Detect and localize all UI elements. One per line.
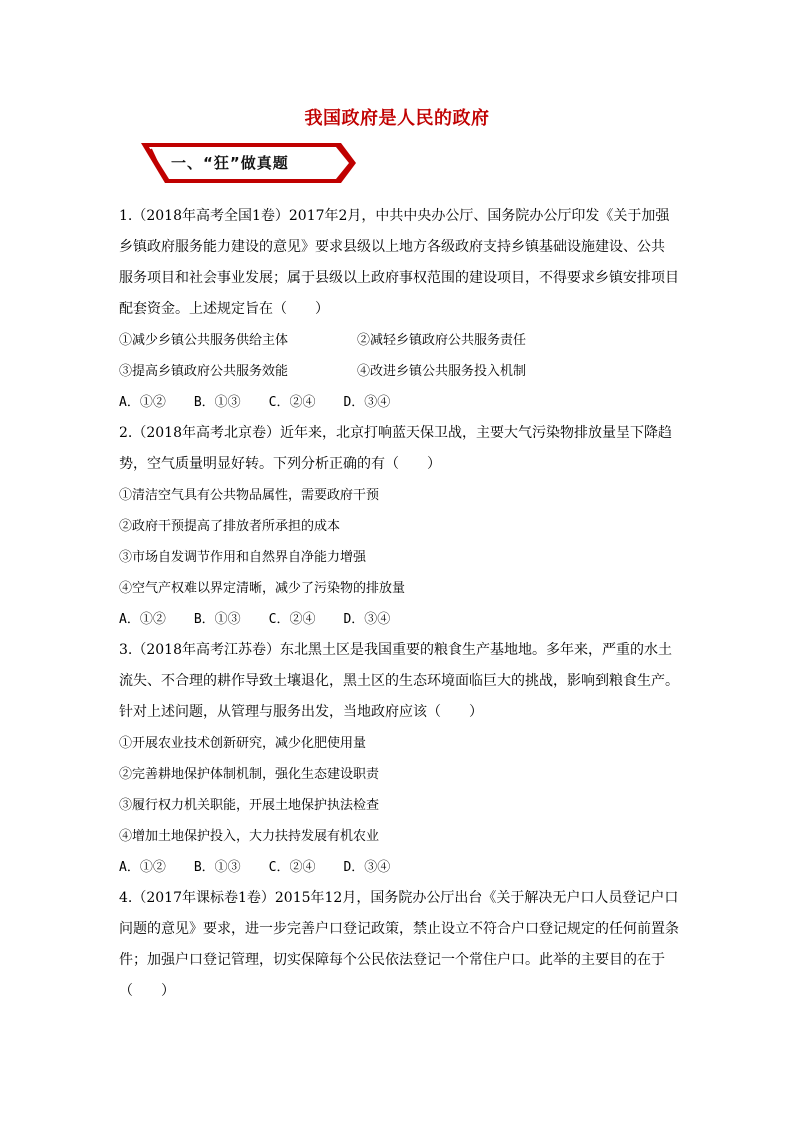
answer-choice: C．②④: [268, 395, 316, 410]
question-2: [119, 418, 684, 635]
option-item: ④改进乡镇公共服务投入机制: [357, 364, 527, 379]
question-1-line: 1.（2018年高考全国1卷）2017年2月，中共中央办公厅、国务院办公厅印发《关于加强: [119, 208, 670, 224]
question-4-line: （ ）: [119, 983, 175, 999]
question-1-line: 服务项目和社会事业发展；属于县级以上政府事权范围的建设项目，不得要求乡镇安排项目: [119, 270, 679, 286]
answer-choice: D．③④: [343, 395, 391, 410]
answer-choice: D．③④: [343, 612, 391, 627]
option-item: ①清洁空气具有公共物品属性，需要政府干预: [119, 488, 380, 503]
option-item: ①开展农业技术创新研究，减少化肥使用量: [119, 736, 367, 751]
section-banner: [141, 141, 356, 185]
option-item: ②减轻乡镇政府公共服务责任: [357, 333, 527, 348]
question-3-line: 针对上述问题，从管理与服务出发，当地政府应该（ ）: [119, 704, 483, 720]
answer-choice: C．②④: [268, 860, 316, 875]
answer-choices: [119, 604, 684, 635]
section-banner-label: 一、“狂”做真题: [171, 154, 289, 172]
question-2-line: 2.（2018年高考北京卷）近年来，北京打响蓝天保卫战，主要大气污染物排放量呈下降趋: [119, 425, 672, 441]
option-item: ③履行权力机关职能，开展土地保护执法检查: [119, 798, 380, 813]
answer-choice: C．②④: [268, 612, 316, 627]
answer-choice: A．①②: [119, 395, 166, 410]
option-item: ②政府干预提高了排放者所承担的成本: [119, 519, 341, 534]
answer-choice: A．①②: [119, 860, 166, 875]
question-1-line: 乡镇政府服务能力建设的意见》要求县级以上地方各级政府支持乡镇基础设施建设、公共: [119, 239, 665, 255]
question-3-line: 流失、不合理的耕作导致土壤退化，黑土区的生态环境面临巨大的挑战，影响到粮食生产。: [119, 673, 679, 689]
question-list: [119, 201, 684, 1007]
question-3-line: 3.（2018年高考江苏卷）东北黑土区是我国重要的粮食生产基地地。多年来，严重的水土: [119, 642, 672, 658]
question-2-line: 势，空气质量明显好转。下列分析正确的有（ ）: [119, 456, 441, 472]
answer-choice: B．①③: [193, 395, 241, 410]
question-4-line: 件；加强户口登记管理，切实保障每个公民依法登记一个常住户口。此举的主要目的在于: [119, 952, 665, 968]
answer-choice: A．①②: [119, 612, 166, 627]
question-3: [119, 635, 684, 883]
page-title: 我国政府是人民的政府: [304, 108, 490, 129]
question-1: [119, 201, 684, 418]
option-item: ②完善耕地保护体制机制，强化生态建设职责: [119, 767, 380, 782]
option-row: [119, 356, 684, 387]
question-4-line: 4.（2017年课标卷1卷）2015年12月，国务院办公厅出台《关于解决无户口人员登记户口: [119, 890, 679, 906]
option-item: ④增加土地保护投入，大力扶持发展有机农业: [119, 829, 380, 844]
option-item: ③市场自发调节作用和自然界自净能力增强: [119, 550, 367, 565]
option-item: ①减少乡镇公共服务供给主体: [119, 333, 289, 348]
question-1-line: 配套资金。上述规定旨在（ ）: [119, 301, 329, 317]
answer-choice: B．①③: [193, 860, 241, 875]
option-item: ③提高乡镇政府公共服务效能: [119, 364, 289, 379]
option-row: [119, 325, 684, 356]
question-4: [119, 883, 684, 1007]
option-item: ④空气产权难以界定清晰，减少了污染物的排放量: [119, 581, 406, 596]
answer-choices: [119, 387, 684, 418]
answer-choices: [119, 852, 684, 883]
answer-choice: B．①③: [193, 612, 241, 627]
answer-choice: D．③④: [343, 860, 391, 875]
question-4-line: 问题的意见》要求，进一步完善户口登记政策，禁止设立不符合户口登记规定的任何前置条: [119, 921, 679, 937]
